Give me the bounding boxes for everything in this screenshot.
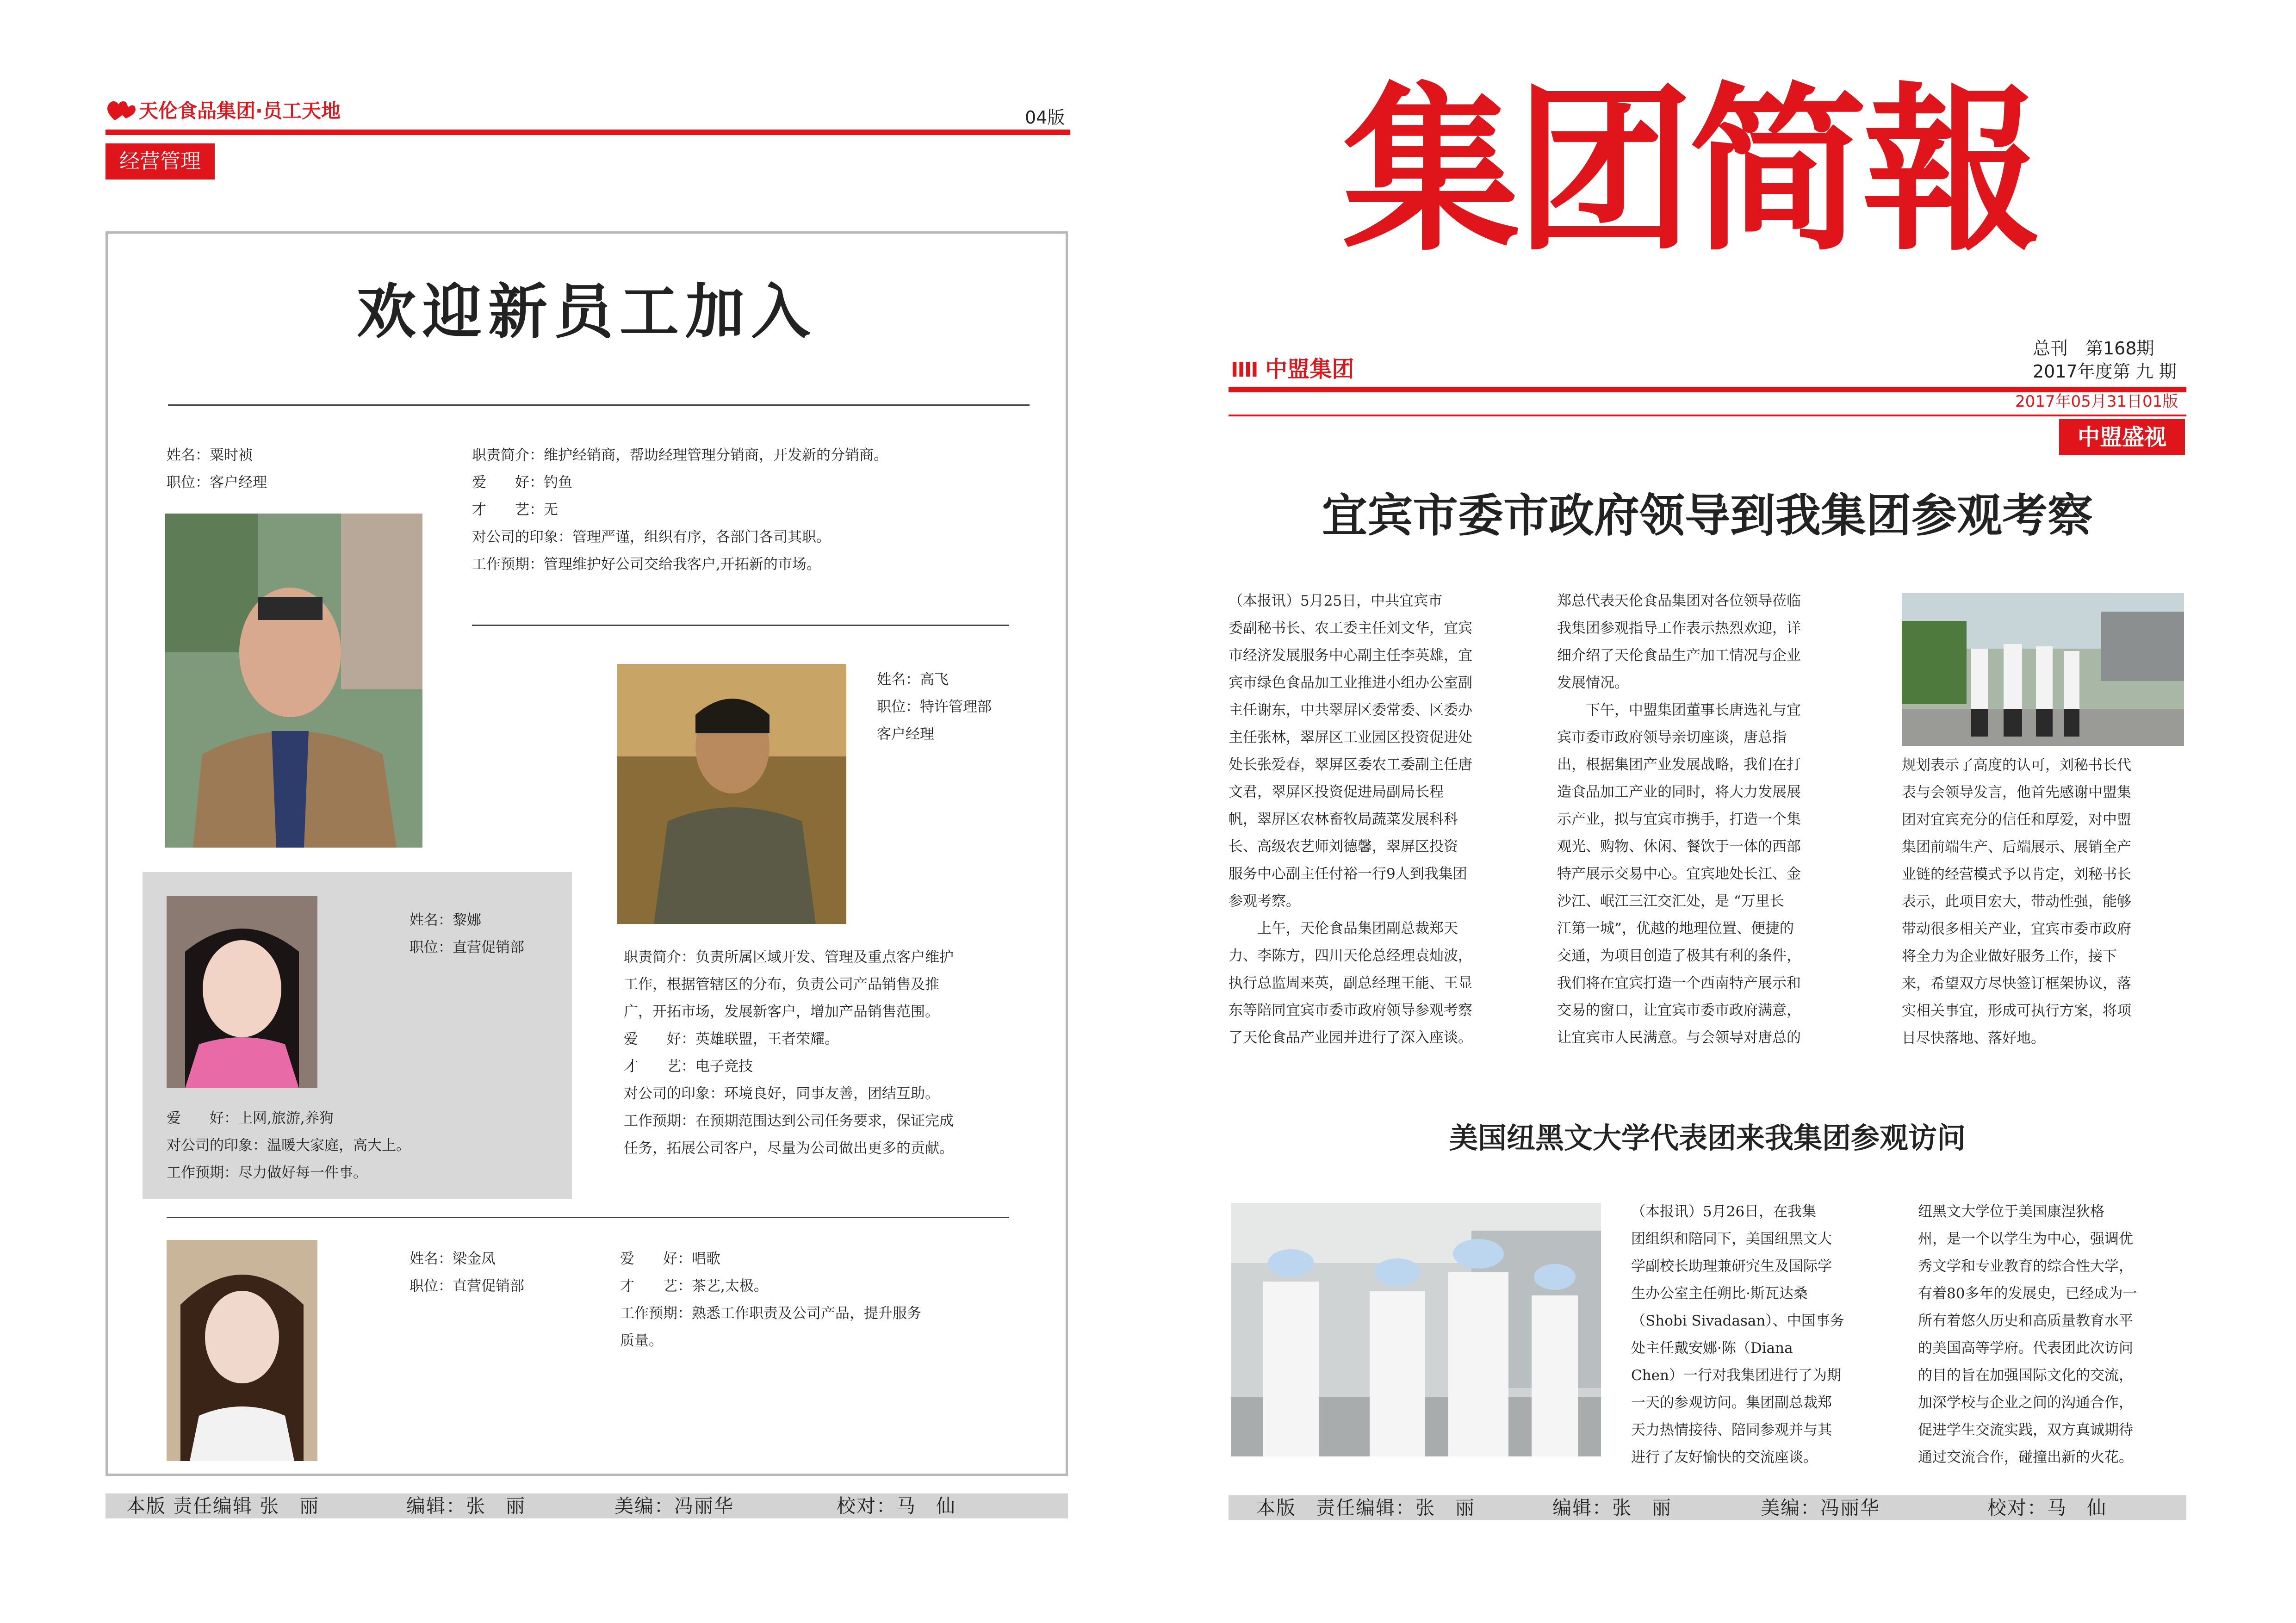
article-line: 文君，翠屏区投资促进局副局长程 bbox=[1229, 784, 1444, 800]
article-1-title: 宜宾市委市政府领导到我集团参观考察 bbox=[1322, 489, 2093, 542]
group-logo bbox=[1231, 355, 1354, 383]
employee-3-impression: 对公司的印象：温暖大家庭，高大上。 bbox=[167, 1137, 410, 1154]
article-line: 团对宜宾充分的信任和厚爱，对中盟 bbox=[1902, 812, 2131, 828]
article-line: 所有着悠久历史和高质量教育水平 bbox=[1918, 1313, 2133, 1329]
employee-2-talent: 才 艺：电子竞技 bbox=[624, 1058, 753, 1075]
article-line: 帆，翠屏区农林畜牧局蔬菜发展科科 bbox=[1229, 811, 1458, 828]
article-line: 郑总代表天伦食品集团对各位领导莅临 bbox=[1557, 593, 1801, 609]
right-footer-art: 美编：冯丽华 bbox=[1761, 1497, 1880, 1519]
article-line: 出，根据集团产业发展战略，我们在打 bbox=[1557, 756, 1801, 773]
article-2-col-1 bbox=[1631, 1198, 1895, 1471]
employee-4-expectation-2: 质量。 bbox=[620, 1332, 663, 1349]
employee-2-duty-3: 广，开拓市场，发展新客户，增加产品销售范围。 bbox=[624, 1004, 939, 1020]
left-footer-edit: 编辑：张 丽 bbox=[406, 1495, 526, 1517]
employee-4-position: 职位：直营促销部 bbox=[410, 1278, 524, 1295]
employee-1-name: 姓名：粟时祯 bbox=[167, 447, 253, 464]
article-1-col-1 bbox=[1229, 588, 1525, 1052]
article-line: 观光、购物、休闲、餐饮于一体的西部 bbox=[1557, 838, 1801, 855]
article-line: 细介绍了天伦食品生产加工情况与企业 bbox=[1557, 647, 1801, 664]
article-line: 处主任戴安娜·陈（Diana bbox=[1631, 1340, 1793, 1357]
article-line: 示产业，拟与宜宾市携手，打造一个集 bbox=[1557, 811, 1801, 828]
employee-3-hobby: 爱 好：上网,旅游,养狗 bbox=[167, 1110, 334, 1127]
article-line: 沙江、岷江三江交汇处，是 “万里长 bbox=[1557, 893, 1784, 910]
article-line: 宾市委市政府领导亲切座谈，唐总指 bbox=[1557, 729, 1787, 746]
article-line: （本报讯）5月26日，在我集 bbox=[1631, 1203, 1817, 1220]
employee-2-position-1: 职位：特许管理部 bbox=[877, 699, 992, 715]
employee-1-rule bbox=[472, 625, 1009, 626]
left-footer-editor: 本版 责任编辑 张 丽 bbox=[126, 1495, 320, 1517]
article-line: 发展情况。 bbox=[1557, 675, 1629, 691]
article-line: 参观考察。 bbox=[1229, 893, 1300, 910]
employee-1-talent: 才 艺：无 bbox=[472, 502, 558, 518]
article-line: 带动很多相关产业，宜宾市委市政府 bbox=[1902, 921, 2131, 937]
employee-2-duty-1: 职责简介：负责所属区域开发、管理及重点客户维护 bbox=[624, 949, 954, 966]
employee-4-rule bbox=[167, 1217, 1009, 1218]
article-line: 进行了友好愉快的交流座谈。 bbox=[1631, 1449, 1818, 1466]
right-section-tag: 中盟盛视 bbox=[2059, 419, 2185, 455]
employee-2-expectation-2: 任务，拓展公司客户，尽量为公司做出更多的贡献。 bbox=[624, 1140, 954, 1157]
article-line: 下午，中盟集团董事长唐选礼与宜 bbox=[1557, 702, 1801, 719]
article-line: 执行总监周来英，副总经理王能、王显 bbox=[1229, 975, 1472, 991]
right-header-rule bbox=[1229, 387, 2186, 392]
article-line: 州，是一个以学生为中心，强调优 bbox=[1918, 1231, 2133, 1247]
article-2-col-2 bbox=[1918, 1198, 2186, 1471]
section-tag: 经营管理 bbox=[105, 143, 215, 180]
employee-4-photo bbox=[167, 1240, 317, 1461]
header-rule bbox=[105, 130, 1070, 135]
employee-1-position: 职位：客户经理 bbox=[167, 474, 267, 491]
article-line: 的目的旨在加强国际文化的交流， bbox=[1918, 1367, 2133, 1384]
left-footer-art: 美编：冯丽华 bbox=[614, 1495, 734, 1517]
employee-1-expectation: 工作预期：管理维护好公司交给我客户,开拓新的市场。 bbox=[472, 556, 821, 573]
right-footer-edit: 编辑：张 丽 bbox=[1552, 1497, 1672, 1519]
article-line: 表与会领导发言，他首先感谢中盟集 bbox=[1902, 784, 2131, 801]
article-line: 我集团参观指导工作表示热烈欢迎，详 bbox=[1557, 620, 1801, 637]
article-line: 的美国高等学府。代表团此次访问 bbox=[1918, 1340, 2133, 1357]
issue-date: 2017年05月31日01版 bbox=[2015, 392, 2178, 411]
group-logo-icon: ⅠⅠⅠⅠ bbox=[1231, 358, 1258, 382]
left-footer-proof: 校对：马 仙 bbox=[837, 1495, 956, 1517]
article-line: 江第一城”，优越的地理位置、便捷的 bbox=[1557, 920, 1794, 937]
employee-1-impression: 对公司的印象：管理严谨，组织有序，各部门各司其职。 bbox=[472, 529, 831, 545]
employee-1-duty: 职责简介：维护经销商，帮助经理管理分销商，开发新的分销商。 bbox=[472, 447, 888, 464]
employee-2-position-2: 客户经理 bbox=[877, 726, 934, 743]
masthead: 集团简報 bbox=[1342, 68, 2036, 275]
article-line: 处长张爱春，翠屏区委农工委副主任唐 bbox=[1229, 756, 1472, 773]
employee-3-photo bbox=[167, 896, 317, 1088]
article-line: 力、李陈方，四川天伦总经理袁灿波， bbox=[1229, 948, 1472, 964]
right-footer-editor: 本版 责任编辑：张 丽 bbox=[1256, 1497, 1475, 1519]
article-line: 天力热情接待、陪同参观并与其 bbox=[1631, 1422, 1832, 1438]
article-line: 团组织和陪同下，美国纽黑文大 bbox=[1631, 1231, 1832, 1247]
employee-1-hobby: 爱 好：钓鱼 bbox=[472, 474, 572, 491]
article-line: 规划表示了高度的认可，刘秘书长代 bbox=[1902, 757, 2131, 774]
article-line: 实相关事宜，形成可执行方案，将项 bbox=[1902, 1003, 2131, 1019]
employee-1-photo bbox=[165, 514, 422, 848]
employee-4-hobby: 爱 好：唱歌 bbox=[620, 1251, 720, 1267]
employee-3-position: 职位：直营促销部 bbox=[410, 939, 524, 956]
article-line: 特产展示交易中心。宜宾地处长江、金 bbox=[1557, 866, 1801, 882]
article-line: Chen）一行对我集团进行了为期 bbox=[1631, 1367, 1841, 1384]
employee-3-name: 姓名：黎娜 bbox=[410, 912, 481, 929]
employee-2-impression: 对公司的印象：环境良好，同事友善，团结互助。 bbox=[624, 1085, 939, 1102]
article-line: 加深学校与企业之间的沟通合作， bbox=[1918, 1394, 2133, 1411]
heart-logo-icon bbox=[105, 98, 138, 122]
article-line: （本报讯）5月25日，中共宜宾市 bbox=[1229, 593, 1443, 609]
employee-4-expectation-1: 工作预期：熟悉工作职责及公司产品，提升服务 bbox=[620, 1305, 921, 1322]
article-line: 主任张林，翠屏区工业园区投资促进处 bbox=[1229, 729, 1472, 746]
employee-2-photo bbox=[617, 664, 846, 924]
employee-4-talent: 才 艺：茶艺,太极。 bbox=[620, 1278, 768, 1295]
left-footer bbox=[105, 1493, 1068, 1518]
article-line: 秀文学和专业教育的综合性大学， bbox=[1918, 1258, 2133, 1275]
article-2-photo bbox=[1231, 1203, 1601, 1456]
issue-total: 总刊 第168期 bbox=[2033, 338, 2154, 359]
page-number: 04版 bbox=[1025, 107, 1065, 128]
headline: 欢迎新员工加入 bbox=[356, 278, 817, 347]
article-line: 促进学生交流实践，双方真诚期待 bbox=[1918, 1422, 2133, 1438]
article-1-col-3 bbox=[1902, 752, 2186, 1052]
article-line: 主任谢东，中共翠屏区委常委、区委办 bbox=[1229, 702, 1472, 719]
article-1-photo bbox=[1902, 593, 2184, 746]
issue-year: 2017年度第 九 期 bbox=[2033, 361, 2177, 382]
article-line: 宾市绿色食品加工业推进小组办公室副 bbox=[1229, 675, 1472, 691]
employee-2-name: 姓名：高飞 bbox=[877, 671, 949, 688]
article-line: 将全力为企业做好服务工作，接下 bbox=[1902, 948, 2117, 965]
employee-3-expectation: 工作预期：尽力做好每一件事。 bbox=[167, 1165, 367, 1181]
employee-4-name: 姓名：梁金凤 bbox=[410, 1251, 496, 1267]
right-footer bbox=[1229, 1495, 2186, 1520]
article-line: 生办公室主任朔比·斯瓦达桑 bbox=[1631, 1285, 1808, 1302]
article-line: 让宜宾市人民满意。与会领导对唐总的 bbox=[1557, 1029, 1801, 1046]
employee-2-expectation-1: 工作预期：在预期范围达到公司任务要求，保证完成 bbox=[624, 1113, 954, 1129]
article-line: 业链的经营模式予以肯定，刘秘书长 bbox=[1902, 866, 2131, 883]
article-line: 目尽快落地、落好地。 bbox=[1902, 1030, 2045, 1047]
article-line: 造食品加工产业的同时，将大力发展展 bbox=[1557, 784, 1801, 800]
article-line: 集团前端生产、后端展示、展销全产 bbox=[1902, 839, 2131, 855]
article-line: 纽黑文大学位于美国康涅狄格 bbox=[1918, 1203, 2104, 1220]
employee-2-duty-2: 工作，根据管辖区的分布，负责公司产品销售及推 bbox=[624, 976, 939, 993]
article-line: 有着80多年的发展史，已经成为一 bbox=[1918, 1285, 2137, 1302]
article-line: 上午，天伦食品集团副总裁郑天 bbox=[1229, 920, 1458, 937]
article-line: 一天的参观访问。集团副总裁郑 bbox=[1631, 1394, 1832, 1411]
article-line: 我们将在宜宾打造一个西南特产展示和 bbox=[1557, 975, 1801, 991]
article-line: 表示，此项目宏大，带动性强，能够 bbox=[1902, 893, 2131, 910]
article-line: 来，希望双方尽快签订框架协议，落 bbox=[1902, 975, 2131, 992]
article-line: 了天伦食品产业园并进行了深入座谈。 bbox=[1229, 1029, 1472, 1046]
article-line: 市经济发展服务中心副主任李英雄，宜 bbox=[1229, 647, 1472, 664]
headline-rule bbox=[168, 404, 1030, 406]
group-logo-text: 中盟集团 bbox=[1265, 356, 1354, 382]
brand-name: 天伦食品集团·员工天地 bbox=[139, 99, 341, 122]
article-1-col-2 bbox=[1557, 588, 1853, 1052]
article-line: 委副秘书长、农工委主任刘文华，宜宾 bbox=[1229, 620, 1472, 637]
article-line: 通过交流合作，碰撞出新的火花。 bbox=[1918, 1449, 2133, 1466]
article-line: 交易的窗口，让宜宾市委市政府满意， bbox=[1557, 1002, 1801, 1019]
article-line: （Shobi Sivadasan）、中国事务 bbox=[1631, 1313, 1844, 1329]
article-line: 东等陪同宜宾市委市政府领导参观考察 bbox=[1229, 1002, 1472, 1019]
issue-date-rule bbox=[1229, 415, 2186, 416]
article-2-title: 美国纽黑文大学代表团来我集团参观访问 bbox=[1449, 1121, 1966, 1155]
article-line: 交通，为项目创造了极其有利的条件， bbox=[1557, 948, 1801, 964]
employee-2-hobby: 爱 好：英雄联盟，王者荣耀。 bbox=[624, 1031, 839, 1047]
article-line: 长、高级农艺师刘德馨，翠屏区投资 bbox=[1229, 838, 1458, 855]
right-footer-proof: 校对：马 仙 bbox=[1987, 1497, 2107, 1519]
article-line: 学副校长助理兼研究生及国际学 bbox=[1631, 1258, 1832, 1275]
article-line: 服务中心副主任付裕一行9人到我集团 bbox=[1229, 866, 1467, 882]
